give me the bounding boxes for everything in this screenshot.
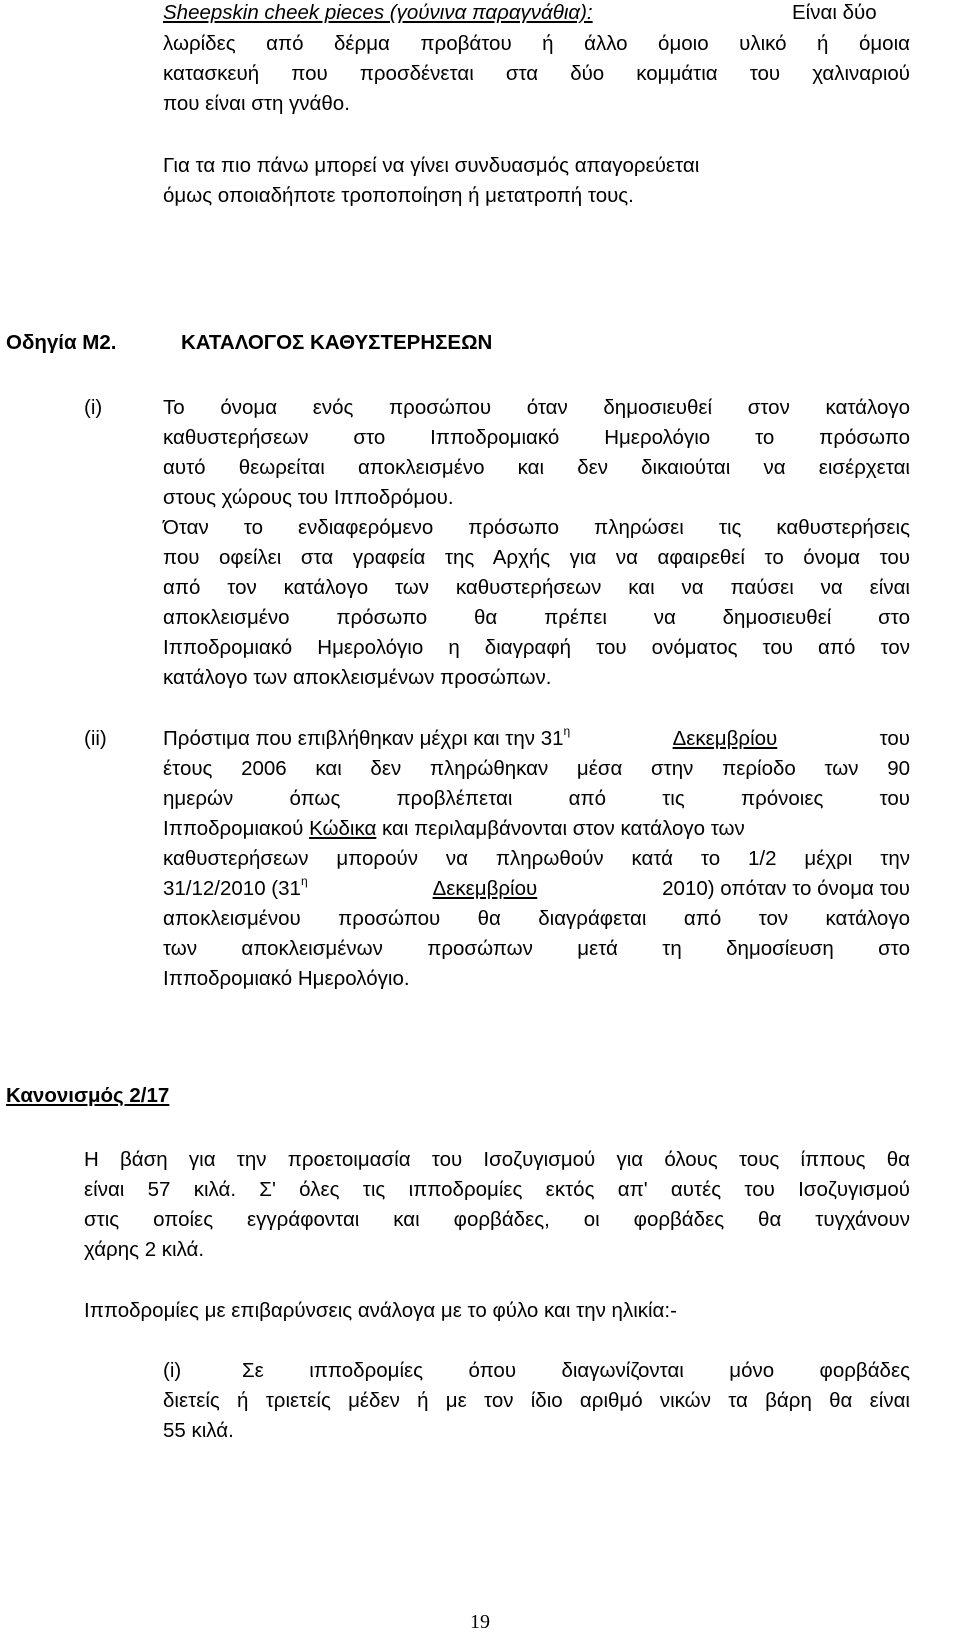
item-ii-line6 [163, 874, 910, 900]
regulation-para1-line: στις οποίες εγγράφονται και φορβάδες, οι φορβάδες θα τυγχάνουν [84, 1208, 910, 1231]
intro-para2-line2: όμως οποιαδήποτε τροποποίηση ή μετατροπή τους. [163, 184, 634, 207]
text-fragment: 31/12/2010 (31 [163, 877, 301, 900]
regulation-para1-line: Η βάση για την προετοιμασία του Ισοζυγισμού για όλους τους ίππους θα [84, 1148, 910, 1171]
item-ii-line9: Ιπποδρομιακό Ημερολόγιο. [163, 967, 410, 990]
item-ii-line5: καθυστερήσεων μπορούν να πληρωθούν κατά το 1/2 μέχρι την [163, 847, 910, 870]
text-fragment: Πρόστιμα που επιβλήθηκαν μέχρι και την 31 [163, 727, 564, 750]
item-i-line: Το όνομα ενός προσώπου όταν δημοσιευθεί στον κατάλογο [163, 396, 910, 419]
item-i-marker: (i) [84, 396, 103, 419]
regulation-sub-i-marker: (i) [163, 1359, 182, 1382]
regulation-sub-i-line1 [163, 1361, 910, 1382]
superscript: η [563, 724, 571, 738]
item-ii-december: Δεκεμβρίου [672, 727, 778, 750]
intro-line1-rest: Είναι δύο [792, 1, 877, 24]
item-i-line: αυτό θεωρείται αποκλεισμένο και δεν δικαιούται να εισέρχεται [163, 456, 910, 479]
item-i-line: Όταν το ενδιαφερόμενο πρόσωπο πληρώσει τις καθυστερήσεις [163, 516, 910, 539]
item-ii-line1-end: του [879, 727, 910, 750]
intro-para2-line1: Για τα πιο πάνω μπορεί να γίνει συνδυασμός απαγορεύεται [163, 154, 700, 177]
regulation-para2: Ιπποδρομίες με επιβαρύνσεις ανάλογα με το φύλο και την ηλικία:- [84, 1299, 677, 1322]
item-i-line: Ιπποδρομιακό Ημερολόγιο η διαγραφή του ονόματος του από τον [163, 636, 910, 659]
item-i-line: στους χώρους του Ιπποδρόμου. [163, 486, 454, 509]
intro-line2: λωρίδες από δέρμα προβάτου ή άλλο όμοιο υλικό ή όμοια [163, 32, 910, 55]
page-number: 19 [470, 1611, 490, 1633]
item-i-line: αποκλεισμένο πρόσωπο θα πρέπει να δημοσιευθεί στο [163, 606, 910, 629]
intro-line4: που είναι στη γνάθο. [163, 92, 350, 115]
term-label: Sheepskin cheek pieces (γούνινα παραγνάθια): [163, 1, 593, 24]
directive-title: ΚΑΤΑΛΟΓΟΣ ΚΑΘΥΣΤΕΡΗΣΕΩΝ [181, 331, 493, 354]
item-i-line: καθυστερήσεων στο Ιπποδρομιακό Ημερολόγιο το πρόσωπο [163, 426, 910, 449]
item-ii-line7: αποκλεισμένου προσώπου θα διαγράφεται από τον κατάλογο [163, 907, 910, 930]
item-ii-line6-seg [163, 874, 308, 900]
item-ii-marker: (ii) [84, 727, 107, 750]
text-fragment: Ιπποδρομιακού [163, 817, 310, 840]
item-i-line: που οφείλει στα γραφεία της Αρχής για να αφαιρεθεί το όνομα του [163, 546, 910, 569]
regulation-heading: Κανονισμός 2/17 [6, 1084, 170, 1107]
item-i-line: από τον κατάλογο των καθυστερήσεων και να παύσει να είναι [163, 576, 910, 599]
regulation-para1-line: είναι 57 κιλά. Σ' όλες τις ιπποδρομίες εκτός απ' αυτές του Ισοζυγισμού [84, 1178, 910, 1201]
item-ii-line3: ημερών όπως προβλέπεται από τις πρόνοιες του [163, 787, 910, 810]
item-ii-code-word: Κώδικα [309, 817, 377, 840]
item-ii-december-2: Δεκεμβρίου [432, 877, 538, 900]
item-i-line: κατάλογο των αποκλεισμένων προσώπων. [163, 666, 552, 689]
term-sheepskin-cheek-pieces [163, 3, 593, 24]
regulation-sub-i-line3: 55 κιλά. [163, 1419, 234, 1442]
item-ii-line2: έτους 2006 και δεν πληρώθηκαν μέσα στην περίοδο των 90 [163, 757, 910, 780]
item-ii-line4 [163, 819, 910, 840]
item-ii-line1 [163, 724, 910, 750]
text-fragment: και περιλαμβάνονται στον κατάλογο των [376, 817, 745, 840]
regulation-para1-line: χάρης 2 κιλά. [84, 1238, 205, 1261]
directive-label: Οδηγία Μ2. [6, 331, 117, 354]
item-ii-line1-seg [163, 724, 571, 750]
regulation-sub-i-line1-text: Σε ιπποδρομίες όπου διαγωνίζονται μόνο φορβάδες [242, 1359, 910, 1382]
item-ii-line6-end: 2010) οπόταν το όνομα του [662, 877, 910, 900]
superscript: η [300, 874, 308, 888]
regulation-sub-i-line2: διετείς ή τριετείς μέδεν ή με τον ίδιο αριθμό νικών τα βάρη θα είναι [163, 1389, 910, 1412]
item-ii-line8: των αποκλεισμένων προσώπων μετά τη δημοσίευση στο [163, 937, 910, 960]
intro-line3: κατασκευή που προσδένεται στα δύο κομμάτια του χαλιναριού [163, 62, 910, 85]
